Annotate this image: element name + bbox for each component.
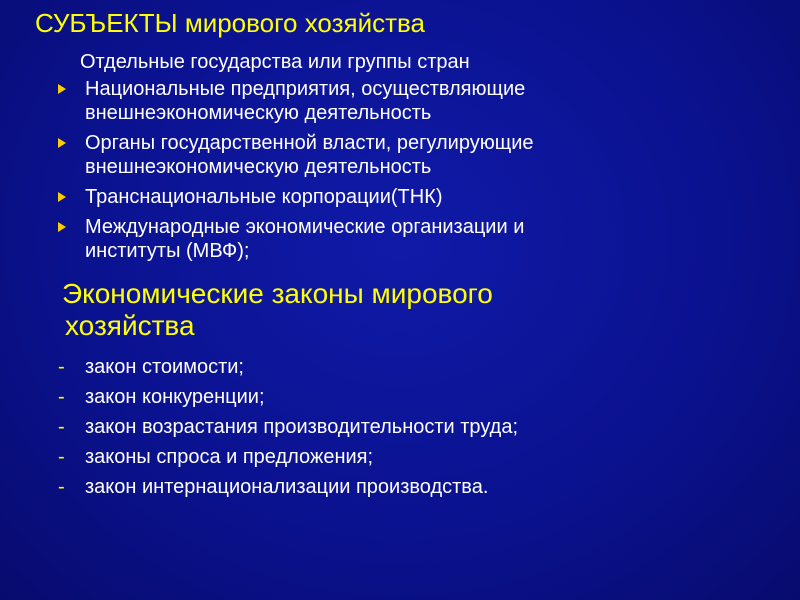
dash-icon: -	[58, 386, 65, 408]
list-item-label: закон стоимости;	[85, 356, 244, 378]
dash-icon: -	[58, 476, 65, 498]
subjects-list	[58, 77, 778, 269]
list-item	[58, 185, 778, 209]
list-item	[58, 355, 778, 379]
list-item	[58, 415, 778, 439]
intro-line: Отдельные государства или группы стран	[80, 51, 470, 73]
bullet-icon	[58, 84, 66, 94]
list-item-line: Национальные предприятия, осуществляющие	[85, 78, 526, 100]
list-item-label: закон конкуренции;	[85, 386, 265, 408]
list-item-line: Международные экономические организации и	[85, 216, 525, 238]
list-item	[58, 215, 778, 263]
list-item-label: закон возрастания производительности труда;	[85, 416, 518, 438]
list-item-line: институты (МВФ);	[85, 240, 250, 262]
bullet-icon	[58, 138, 66, 148]
section-heading-line: Экономические законы мирового	[62, 278, 493, 309]
list-item-line: внешнеэкономическую деятельность	[85, 156, 432, 178]
list-item-label: законы спроса и предложения;	[85, 446, 374, 468]
bullet-icon	[58, 222, 66, 232]
dash-icon: -	[58, 356, 65, 378]
list-item-line: Органы государственной власти, регулирующие	[85, 132, 534, 154]
section-heading	[62, 278, 762, 342]
list-item-label: закон интернационализации производства.	[85, 476, 489, 498]
slide-title: СУБЪЕКТЫ мирового хозяйства	[35, 8, 425, 38]
dash-icon: -	[58, 446, 65, 468]
list-item-line: внешнеэкономическую деятельность	[85, 102, 432, 124]
list-item	[58, 77, 778, 125]
list-item-line: Транснациональные корпорации(ТНК)	[85, 186, 443, 208]
dash-icon: -	[58, 416, 65, 438]
bullet-icon	[58, 192, 66, 202]
list-item	[58, 475, 778, 499]
laws-list	[58, 355, 778, 505]
list-item	[58, 131, 778, 179]
section-heading-line: хозяйства	[65, 310, 195, 341]
list-item	[58, 385, 778, 409]
list-item	[58, 445, 778, 469]
